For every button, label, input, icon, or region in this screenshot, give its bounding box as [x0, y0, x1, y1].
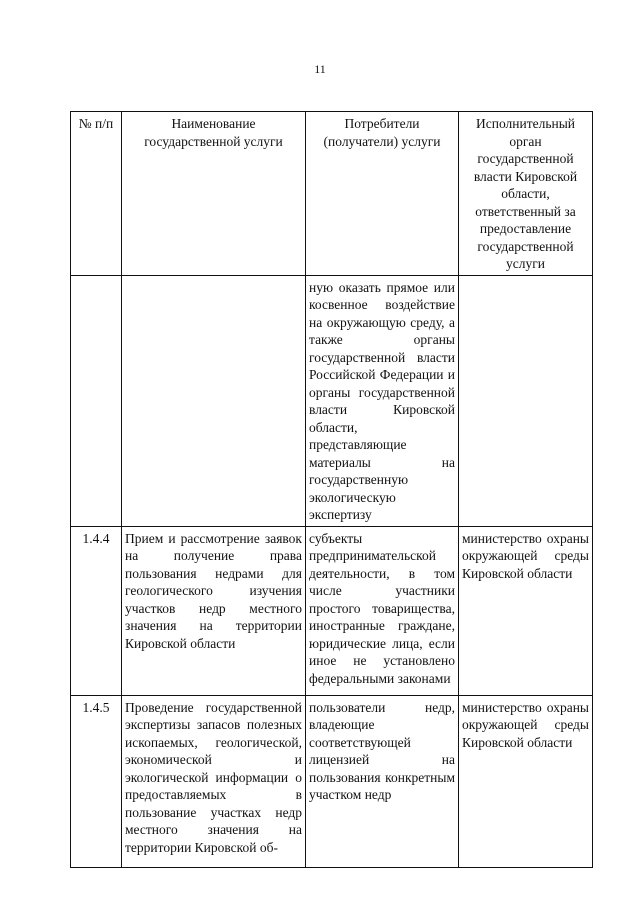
- header-service-name: Наименование государственной услуги: [122, 112, 306, 276]
- table-row: [71, 275, 593, 526]
- page-number: 11: [314, 62, 326, 76]
- row-number: [71, 275, 122, 526]
- table-header-row: [71, 112, 593, 276]
- service-name: [122, 275, 306, 526]
- services-table: [70, 111, 593, 868]
- header-authority: Исполнительный орган государственной власти Кировской области, ответственный за предоставление государственной услуги: [459, 112, 593, 276]
- service-authority: [459, 275, 593, 526]
- service-consumers: ную оказать прямое или косвенное воздействие на окружающую среду, а также органы государственной власти Российской Федерации и органы государственной власти Кировской области, представляющие материалы на государственную экологическую экспертизу: [306, 275, 459, 526]
- service-consumers: субъекты предпринимательской деятельности, в том числе участники простого товарищества, иностранные граждане, юридические лица, если иное не установлено федеральными законами: [306, 526, 459, 695]
- table-row: [71, 526, 593, 695]
- service-name: Прием и рассмотрение заявок на получение права пользования недрами для геологического изучения участков недр местного значения на территории Кировской области: [122, 526, 306, 695]
- row-number: 1.4.5: [71, 695, 122, 867]
- table-row: [71, 695, 593, 867]
- service-authority: министерство охраны окружающей среды Кировской области: [459, 695, 593, 867]
- service-name: Проведение государственной экспертизы запасов полезных ископаемых, геологической, экономической и экологической информации о предоставляемых в пользование участках недр местного значения на территории Кировской об-: [122, 695, 306, 867]
- service-authority: министерство охраны окружающей среды Кировской области: [459, 526, 593, 695]
- service-consumers: пользователи недр, владеющие соответствующей лицензией на пользования конкретным участком недр: [306, 695, 459, 867]
- row-number: 1.4.4: [71, 526, 122, 695]
- header-no: № п/п: [71, 112, 122, 276]
- header-consumers: Потребители (получатели) услуги: [306, 112, 459, 276]
